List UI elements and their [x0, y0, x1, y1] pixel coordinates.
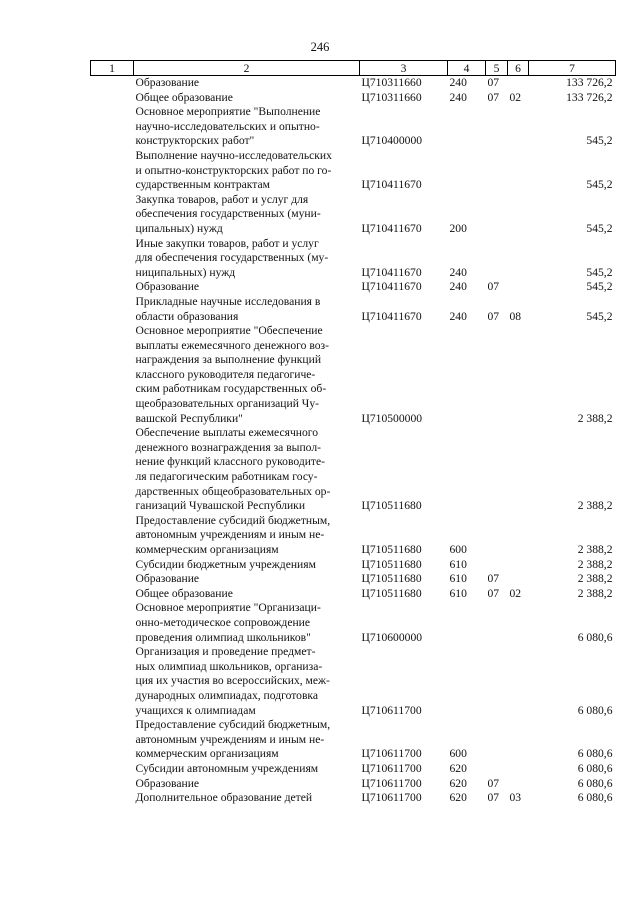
- blank-cell: [91, 572, 134, 587]
- row-code: Ц710511680: [361, 572, 422, 586]
- row-pr: [508, 777, 529, 792]
- budget-table-container: [90, 60, 615, 806]
- row-amount: 2 388,2: [577, 586, 613, 600]
- row-vr: [448, 105, 486, 149]
- row-pr: [508, 514, 529, 558]
- blank-cell: [91, 426, 134, 514]
- row-code: Ц710311660: [361, 90, 422, 104]
- table-row: [91, 295, 616, 324]
- row-vr: [448, 426, 486, 514]
- row-pr: [508, 76, 529, 91]
- row-vr: 200: [449, 221, 467, 235]
- row-name: Общее образование: [135, 586, 233, 600]
- row-name: Образование: [135, 76, 200, 89]
- row-amount: 545,2: [586, 265, 613, 279]
- header-col-4: 4: [448, 61, 486, 76]
- row-rz: 07: [487, 572, 500, 586]
- table-row: [91, 572, 616, 587]
- row-vr: [448, 645, 486, 718]
- row-vr: 610: [449, 557, 467, 571]
- row-amount: 545,2: [586, 309, 613, 323]
- page-number: 246: [310, 40, 330, 54]
- row-name: Образование: [135, 572, 200, 586]
- row-name: Образование: [135, 776, 200, 790]
- row-name: Общее образование: [135, 90, 233, 104]
- row-code: Ц710411670: [361, 280, 422, 294]
- blank-cell: [91, 718, 134, 762]
- row-code: Ц710411670: [361, 265, 422, 279]
- row-rz: 07: [487, 776, 500, 790]
- row-vr: 240: [449, 76, 467, 89]
- budget-table: [90, 60, 616, 806]
- header-row: [91, 61, 616, 76]
- table-row: [91, 558, 616, 573]
- row-name: Субсидии автономным учреждениям: [135, 761, 319, 775]
- table-row: [91, 280, 616, 295]
- row-rz: 07: [487, 309, 500, 323]
- blank-cell: [91, 587, 134, 602]
- table-row: [91, 762, 616, 777]
- row-name: Иные закупки товаров, работ и услуг для обеспечения государственных (му- ниципальных) нужд: [135, 236, 329, 279]
- row-amount: 545,2: [586, 134, 613, 148]
- row-code: Ц710511680: [361, 586, 422, 600]
- row-vr: 240: [449, 309, 467, 323]
- blank-cell: [91, 76, 134, 91]
- row-rz: [486, 514, 508, 558]
- row-pr: [508, 558, 529, 573]
- row-name: Субсидии бюджетным учреждениям: [135, 557, 316, 571]
- header-col-7: 7: [529, 61, 616, 76]
- row-rz: [486, 762, 508, 777]
- row-vr: 610: [449, 572, 467, 586]
- table-row: [91, 105, 616, 149]
- row-vr: [448, 149, 486, 193]
- row-amount: 6 080,6: [577, 747, 613, 761]
- row-pr: [508, 149, 529, 193]
- row-code: Ц710400000: [361, 134, 423, 148]
- row-code: Ц710500000: [361, 411, 423, 425]
- header-col-2: 2: [134, 61, 360, 76]
- blank-cell: [91, 105, 134, 149]
- row-pr: [508, 280, 529, 295]
- blank-cell: [91, 280, 134, 295]
- row-name: Образование: [135, 280, 200, 294]
- blank-cell: [91, 762, 134, 777]
- row-code: Ц710611700: [361, 703, 422, 717]
- row-pr: [508, 324, 529, 426]
- row-pr: [508, 105, 529, 149]
- row-name: Дополнительное образование детей: [135, 791, 313, 805]
- row-rz: [486, 193, 508, 237]
- row-code: Ц710411670: [361, 309, 422, 323]
- blank-cell: [91, 237, 134, 281]
- row-vr: 620: [449, 776, 467, 790]
- row-rz: [486, 558, 508, 573]
- row-amount: 6 080,6: [577, 791, 613, 805]
- row-name: Предоставление субсидий бюджетным, автономным учреждениям и иным не- коммерческим организациям: [135, 718, 331, 761]
- row-name: Обеспечение выплаты ежемесячного денежного вознаграждения за выпол- нение функций классного руководите- ля педагогическим работникам госу- дарственных общеобразовательных ор- ганизаций Чувашской Республики: [135, 426, 331, 513]
- row-amount: 545,2: [586, 221, 613, 235]
- row-code: Ц710611700: [361, 747, 422, 761]
- row-vr: 240: [449, 280, 467, 294]
- table-row: [91, 149, 616, 193]
- row-amount: 2 388,2: [577, 411, 613, 425]
- row-pr: 02: [509, 586, 522, 600]
- row-amount: 6 080,6: [577, 703, 613, 717]
- row-rz: [486, 645, 508, 718]
- blank-cell: [91, 324, 134, 426]
- row-name: Основное мероприятие "Выполнение научно-исследовательских и опытно- конструкторских работ": [135, 105, 321, 148]
- row-code: Ц710411670: [361, 178, 422, 192]
- row-vr: [448, 601, 486, 645]
- row-code: Ц710611700: [361, 791, 422, 805]
- row-vr: 600: [449, 543, 467, 556]
- row-rz: [486, 426, 508, 514]
- table-row: [91, 193, 616, 237]
- blank-cell: [91, 91, 134, 106]
- row-code: Ц710311660: [361, 76, 422, 89]
- row-code: Ц710511680: [361, 543, 422, 556]
- row-rz: 07: [487, 90, 500, 104]
- row-vr: 240: [449, 90, 467, 104]
- blank-cell: [91, 193, 134, 237]
- row-amount: 133 726,2: [566, 90, 613, 104]
- blank-cell: [91, 777, 134, 792]
- table-row: [91, 237, 616, 281]
- row-pr: [508, 193, 529, 237]
- blank-cell: [91, 791, 134, 806]
- row-pr: [508, 718, 529, 762]
- row-amount: 6 080,6: [577, 761, 613, 775]
- row-pr: 08: [509, 309, 522, 323]
- row-code: Ц710611700: [361, 776, 422, 790]
- table-row: [91, 718, 616, 762]
- row-rz: [486, 324, 508, 426]
- table-header: [91, 61, 616, 76]
- table-row: [91, 514, 616, 558]
- row-rz: [486, 601, 508, 645]
- row-amount: 6 080,6: [577, 630, 613, 644]
- row-rz: 07: [487, 280, 500, 294]
- row-rz: [486, 105, 508, 149]
- table-body: [91, 76, 616, 806]
- row-name: Выполнение научно-исследовательских и опытно-конструкторских работ по го- сударственным контрактам: [135, 148, 332, 192]
- table-row: [91, 91, 616, 106]
- row-pr: 03: [509, 791, 522, 805]
- row-amount: 545,2: [586, 178, 613, 192]
- header-col-6: 6: [508, 61, 529, 76]
- row-code: Ц710511680: [361, 499, 422, 513]
- row-pr: [508, 601, 529, 645]
- row-rz: [486, 718, 508, 762]
- row-name: Организация и проведение предмет- ных олимпиад школьников, организа- ция их участия во всероссийских, меж- дународных олимпиадах, подготовка учащихся к олимпиадам: [135, 645, 330, 717]
- row-pr: 02: [509, 90, 522, 104]
- row-vr: 620: [449, 761, 467, 775]
- table-row: [91, 76, 616, 91]
- header-col-5: 5: [486, 61, 508, 76]
- row-name: Основное мероприятие "Обеспечение выплаты ежемесячного денежного воз- награждения за выполнение функций классного руководителя педагогиче- ским работникам государственных об- щеобразовательных организаций Чу- вашской Республики": [135, 324, 329, 425]
- row-code: Ц710511680: [361, 557, 422, 571]
- row-code: Ц710411670: [361, 221, 422, 235]
- blank-cell: [91, 514, 134, 558]
- table-row: [91, 426, 616, 514]
- table-row: [91, 791, 616, 806]
- row-amount: 2 388,2: [577, 557, 613, 571]
- table-row: [91, 645, 616, 718]
- row-name: Прикладные научные исследования в области образования: [135, 294, 321, 323]
- row-code: Ц710611700: [361, 761, 422, 775]
- row-amount: 133 726,2: [566, 76, 613, 89]
- table-row: [91, 587, 616, 602]
- table-row: [91, 601, 616, 645]
- row-vr: [448, 324, 486, 426]
- row-pr: [508, 645, 529, 718]
- blank-cell: [91, 558, 134, 573]
- row-code: Ц710600000: [361, 630, 423, 644]
- row-vr: 620: [449, 791, 467, 805]
- row-rz: [486, 149, 508, 193]
- row-rz: [486, 237, 508, 281]
- row-vr: 610: [449, 586, 467, 600]
- blank-cell: [91, 601, 134, 645]
- row-amount: 2 388,2: [577, 543, 613, 556]
- row-name: Предоставление субсидий бюджетным, автономным учреждениям и иным не- коммерческим организациям: [135, 513, 331, 556]
- row-pr: [508, 572, 529, 587]
- table-row: [91, 777, 616, 792]
- row-rz: 07: [487, 586, 500, 600]
- header-col-3: 3: [360, 61, 448, 76]
- row-pr: [508, 237, 529, 281]
- row-vr: 600: [449, 747, 467, 761]
- table-row: [91, 324, 616, 426]
- row-amount: 6 080,6: [577, 776, 613, 790]
- row-name: Закупка товаров, работ и услуг для обеспечения государственных (муни- ципальных) нужд: [135, 192, 321, 235]
- blank-cell: [91, 295, 134, 324]
- row-rz: 07: [487, 791, 500, 805]
- row-amount: 545,2: [586, 280, 613, 294]
- header-col-1: 1: [91, 61, 134, 76]
- row-amount: 2 388,2: [577, 499, 613, 513]
- row-pr: [508, 426, 529, 514]
- blank-cell: [91, 149, 134, 193]
- row-name: Основное мероприятие "Организаци- онно-методическое сопровождение проведения олимпиад школьников": [135, 601, 321, 644]
- row-rz: 07: [487, 76, 500, 89]
- row-pr: [508, 762, 529, 777]
- row-amount: 2 388,2: [577, 572, 613, 586]
- blank-cell: [91, 645, 134, 718]
- row-vr: 240: [449, 265, 467, 279]
